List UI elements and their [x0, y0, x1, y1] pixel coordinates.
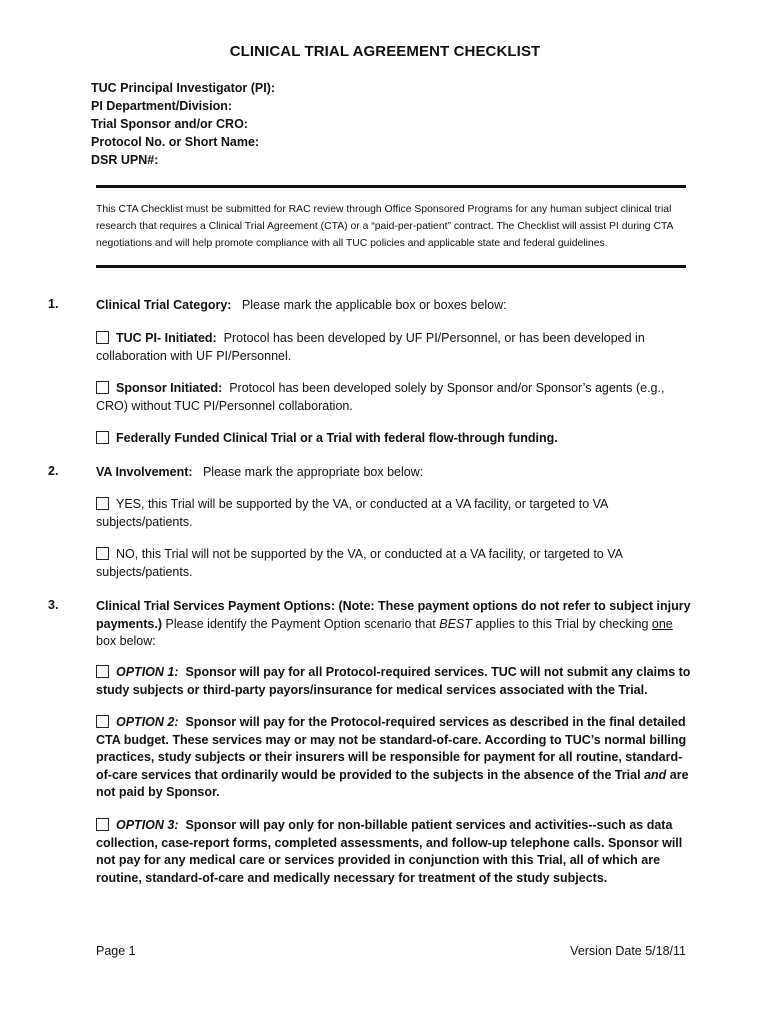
- option-payment-2: [96, 714, 691, 802]
- option-2-text-and: and: [644, 767, 667, 782]
- section-1-number: 1.: [48, 297, 59, 311]
- section-3-label: Clinical Trial Services Payment Options: (Note: These payment options do not refer to subject injury payments.): [96, 599, 691, 631]
- section-1-label: Clinical Trial Category:: [96, 298, 232, 312]
- option-payment-1: [96, 664, 691, 699]
- section-2-heading: [96, 464, 686, 482]
- top-divider: [96, 185, 686, 188]
- tuc-pi-initiated-text: Protocol has been developed by UF PI/Personnel, or has been developed in collaboration with UF PI/Personnel.: [96, 331, 645, 363]
- section-2-number: 2.: [48, 464, 59, 478]
- section-3-instruction-best: BEST: [439, 616, 472, 631]
- page-title: CLINICAL TRIAL AGREEMENT CHECKLIST: [229, 43, 541, 60]
- option-va-no: [96, 546, 691, 581]
- checkbox-option-2[interactable]: [96, 715, 109, 728]
- bottom-divider: [96, 265, 686, 268]
- va-yes-text: YES, this Trial will be supported by the VA, or conducted at a VA facility, or targeted to VA subjects/patients.: [96, 497, 608, 529]
- section-1-heading: [96, 297, 686, 315]
- sponsor-initiated-text: Protocol has been developed solely by Sponsor and/or Sponsor’s agents (e.g., CRO) without TUC PI/Personnel collaboration.: [96, 381, 665, 413]
- section-3-heading: [96, 598, 696, 651]
- checkbox-sponsor-initiated[interactable]: [96, 381, 109, 394]
- notice-text: This CTA Checklist must be submitted for RAC review through Office Sponsored Programs for any human subject clinical trial research that requires a Clinical Trial Agreement (CTA) or a “paid-per-patient” contract. The Checklist will assist PI during CTA negotiations and will help promote compliance with all TUC policies and applicable state and federal guidelines.: [96, 204, 673, 250]
- va-no-text: NO, this Trial will not be supported by the VA, or conducted at a VA facility, or targeted to VA subjects/patients.: [96, 547, 623, 579]
- section-2-instruction: Please mark the appropriate box below:: [202, 465, 424, 479]
- option-3-text: Sponsor will pay only for non-billable patient services and activities--such as data collection, case-report forms, completed assessments, and follow-up telephone calls. Sponsor will not pay for any medical care or services provided in conjunction with this Trial, all of which are routine, standard-of-care and medically necessary for treatment of the study subjects.: [96, 818, 683, 885]
- header-fields: [91, 79, 275, 169]
- option-sponsor-initiated: [96, 380, 691, 415]
- dsr-upn-field-label: DSR UPN#:: [91, 153, 159, 167]
- option-2-text-b: are not paid by Sponsor.: [96, 767, 689, 799]
- section-3-instruction-one: one: [651, 616, 673, 631]
- checkbox-tuc-pi-initiated[interactable]: [96, 331, 109, 344]
- section-3-number: 3.: [48, 598, 59, 612]
- section-1-instruction: Please mark the applicable box or boxes below:: [241, 298, 507, 312]
- option-1-label: OPTION 1:: [116, 665, 179, 679]
- checkbox-va-no[interactable]: [96, 547, 109, 560]
- option-tuc-pi-initiated: [96, 330, 691, 365]
- tuc-pi-initiated-label: TUC PI- Initiated:: [116, 331, 217, 345]
- section-3-instruction-b: applies to this Trial by checking: [475, 616, 649, 631]
- checkbox-option-1[interactable]: [96, 665, 109, 678]
- version-date: Version Date 5/18/11: [570, 944, 686, 958]
- option-2-text-a: Sponsor will pay for the Protocol-required services as described in the final detailed CTA budget. These services may or may not be standard-of-care. According to TUC’s normal billing practices, study subjects or their insurers will be responsible for payment for all routine, standard-of-care services that ordinarily would be provided to the subjects in the absence of the Trial: [96, 715, 687, 782]
- option-2-label: OPTION 2:: [116, 715, 179, 729]
- option-1-text: Sponsor will pay for all Protocol-required services. TUC will not submit any claims to study subjects or third-party payors/insurance for medical services associated with the Trial.: [96, 665, 691, 697]
- option-va-yes: [96, 496, 691, 531]
- sponsor-field-label: Trial Sponsor and/or CRO:: [91, 117, 248, 131]
- option-federally-funded: [96, 430, 691, 448]
- checkbox-va-yes[interactable]: [96, 497, 109, 510]
- department-field-label: PI Department/Division:: [91, 99, 232, 113]
- protocol-field-label: Protocol No. or Short Name:: [91, 135, 260, 149]
- checkbox-option-3[interactable]: [96, 818, 109, 831]
- checkbox-federally-funded[interactable]: [96, 431, 109, 444]
- sponsor-initiated-label: Sponsor Initiated:: [116, 381, 223, 395]
- section-3-instruction-c: box below:: [96, 634, 156, 648]
- page-number: Page 1: [96, 944, 136, 958]
- option-payment-3: [96, 817, 691, 887]
- federally-funded-label: Federally Funded Clinical Trial or a Trial with federal flow-through funding.: [116, 431, 558, 445]
- pi-field-label: TUC Principal Investigator (PI):: [91, 81, 276, 95]
- option-3-label: OPTION 3:: [116, 818, 179, 832]
- section-2-label: VA Involvement:: [96, 465, 193, 479]
- section-3-instruction-a: Please identify the Payment Option scenario that: [165, 616, 436, 631]
